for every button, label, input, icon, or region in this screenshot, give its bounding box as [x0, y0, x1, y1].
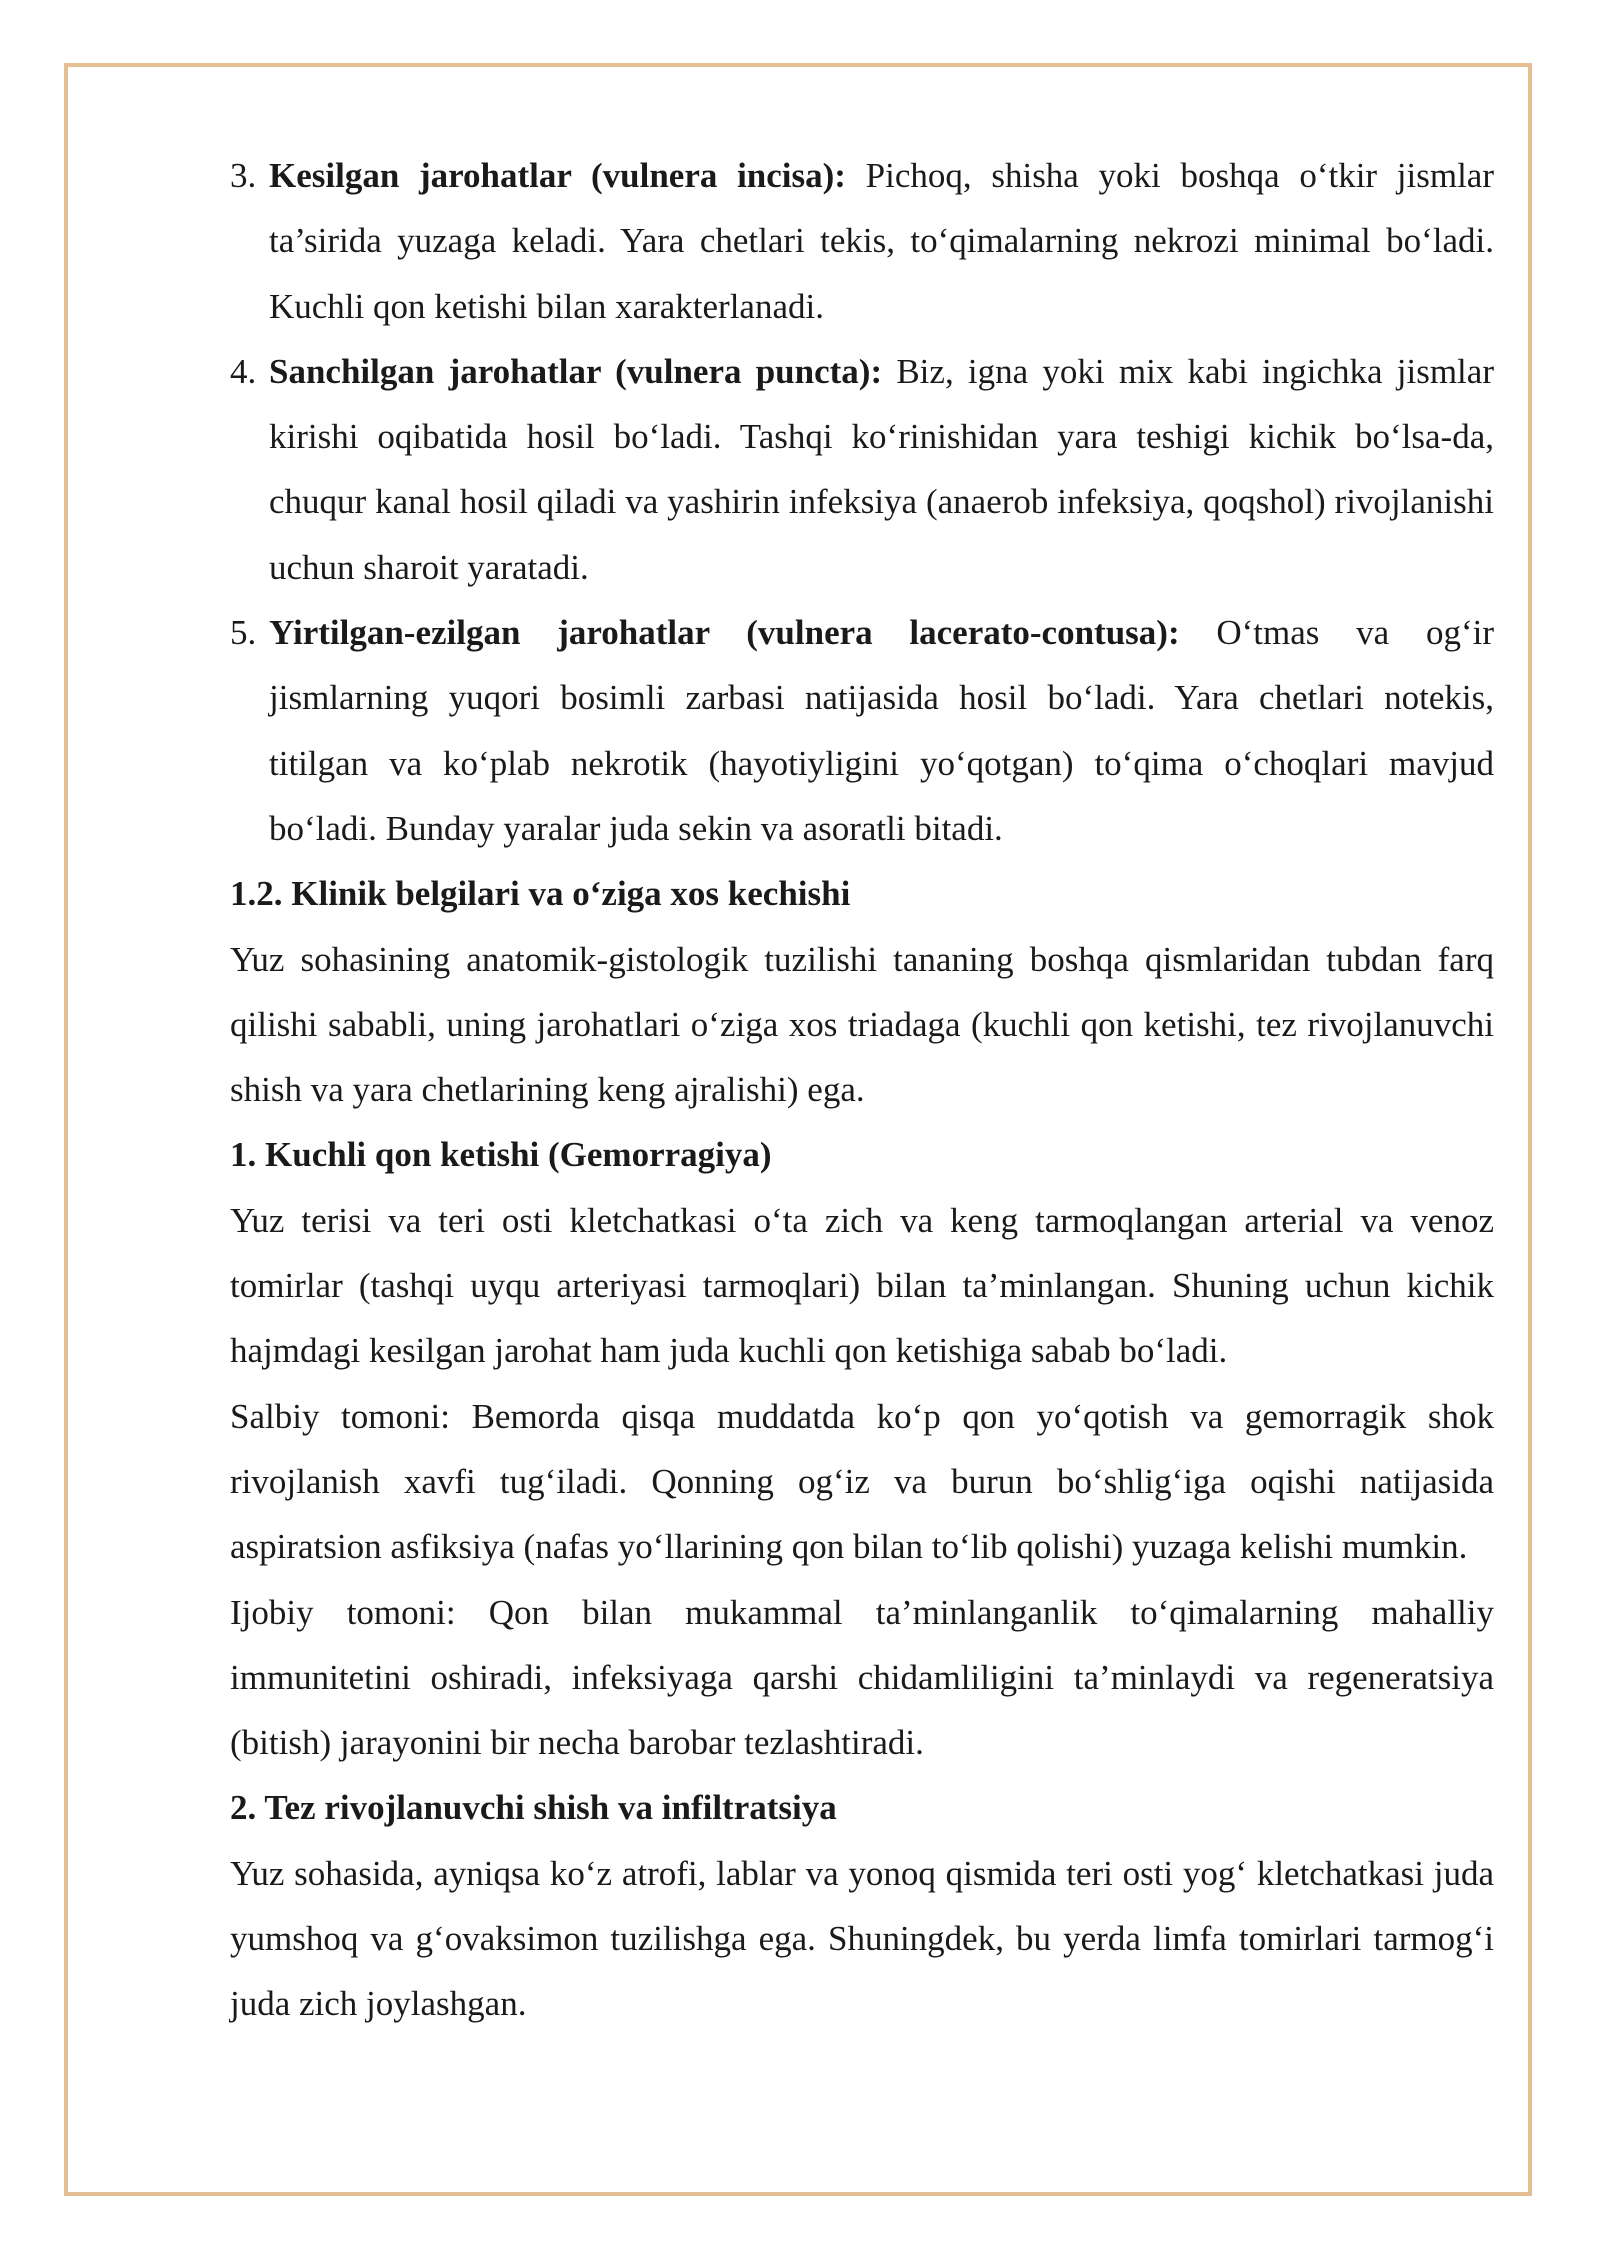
- subsection-heading-bleeding: 1. Kuchli qon ketishi (Gemorragiya): [230, 1135, 772, 1175]
- list-item-5: [230, 600, 1494, 861]
- list-item-title: Kesilgan jarohatlar (vulnera incisa):: [269, 156, 846, 195]
- list-item-3: [230, 143, 1494, 339]
- list-item-title: Sanchilgan jarohatlar (vulnera puncta):: [269, 351, 883, 391]
- list-item-title: Yirtilgan-ezilgan jarohatlar (vulnera lacerato-contusa):: [269, 613, 1180, 653]
- paragraph-bleeding-description: Yuz terisi va teri osti kletchatkasi o‘ta zich va keng tarmoqlangan arterial va venoz tomirlar (tashqi uyqu arteriyasi tarmoqlari) bilan ta’minlangan. Shuning uchun kichik hajmdagi kesilgan jarohat ham juda kuchli qon ketishiga sabab bo‘ladi.: [230, 1200, 1494, 1371]
- paragraph-positive-side: Ijobiy tomoni: Qon bilan mukammal ta’minlanganlik to‘qimalarning mahalliy immunitetini oshiradi, infeksiyaga qarshi chidamliligini ta’minlaydi va regeneratsiya (bitish) jarayonini bir necha barobar tezlashtiradi.: [230, 1592, 1494, 1763]
- paragraph-swelling-description: Yuz sohasida, ayniqsa ko‘z atrofi, lablar va yonoq qismida teri osti yog‘ kletchatkasi juda yumshoq va g‘ovaksimon tuzilishga ega. Shuningdek, bu yerda limfa tomirlari tarmog‘i juda zich joylashgan.: [230, 1853, 1494, 2024]
- list-number: 3.: [230, 156, 257, 195]
- section-intro-paragraph: Yuz sohasining anatomik-gistologik tuzilishi tananing boshqa qismlaridan tubdan farq qilishi sababli, uning jarohatlari o‘ziga xos triadaga (kuchli qon ketishi, tez rivojlanuvchi shish va yara chetlarining keng ajralishi) ega.: [230, 939, 1494, 1110]
- list-item-4: [230, 339, 1494, 600]
- paragraph-negative-side: Salbiy tomoni: Bemorda qisqa muddatda ko‘p qon yo‘qotish va gemorragik shok rivojlanish xavfi tug‘iladi. Qonning og‘iz va burun bo‘shlig‘iga oqishi natijasida aspiratsion asfiksiya (nafas yo‘llarining qon bilan to‘lib qolishi) yuzaga kelishi mumkin.: [230, 1396, 1494, 1567]
- list-number: 5.: [230, 613, 257, 653]
- section-heading: 1.2. Klinik belgilari va o‘ziga xos kechishi: [230, 874, 851, 914]
- list-number: 4.: [230, 351, 257, 391]
- list-item-text: Biz, igna yoki mix kabi ingichka jismlar kirishi oqibatida hosil bo‘ladi. Tashqi ko‘rinishidan yara teshigi kichik bo‘lsa-da, chuqur kanal hosil qiladi va yashirin infeksiya (anaerob infeksiya, qoqshol) rivojlanishi uchun sharoit yaratadi.: [269, 351, 1494, 587]
- document-body: [230, 143, 1494, 2037]
- subsection-heading-swelling: 2. Tez rivojlanuvchi shish va infiltratsiya: [230, 1788, 837, 1828]
- list-item-text: O‘tmas va og‘ir jismlarning yuqori bosimli zarbasi natijasida hosil bo‘ladi. Yara chetlari notekis, titilgan va ko‘plab nekrotik (hayotiyligini yo‘qotgan) to‘qima o‘choqlari mavjud bo‘ladi. Bunday yaralar juda sekin va asoratli bitadi.: [269, 613, 1494, 848]
- list-item-text: Pichoq, shisha yoki boshqa o‘tkir jismlar ta’sirida yuzaga keladi. Yara chetlari tekis, to‘qimalarning nekrozi minimal bo‘ladi. Kuchli qon ketishi bilan xarakterlanadi.: [269, 156, 1494, 326]
